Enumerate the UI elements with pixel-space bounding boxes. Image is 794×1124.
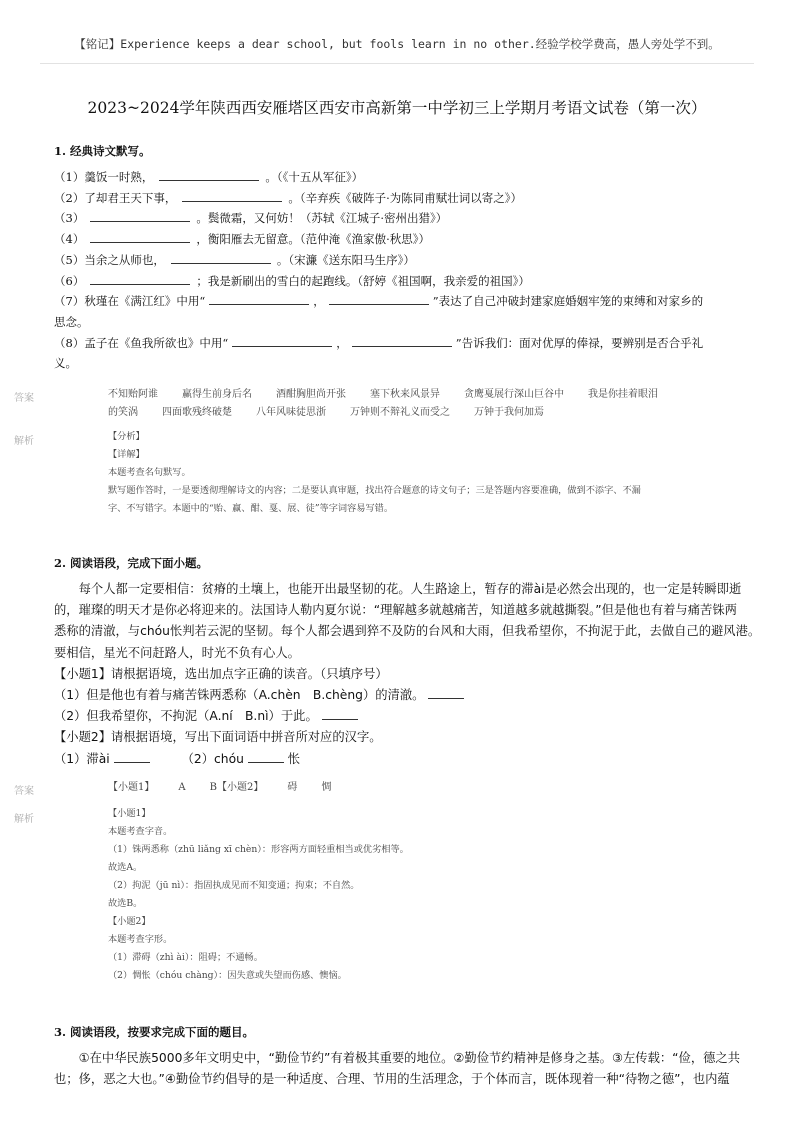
q1-line-6: （6） ；我是新刷出的雪白的起跑线。（舒婷《祖国啊，我亲爱的祖国》） bbox=[54, 273, 530, 288]
answer-item: 四面歌残终破楚 bbox=[162, 407, 232, 418]
answer-item: 碍 bbox=[287, 782, 298, 793]
q1-line-8: （8）孟子在《鱼我所欲也》中用“ ， ”告诉我们：面对优厚的俸禄，要辨别是否合乎礼 bbox=[54, 335, 704, 350]
q2-answers bbox=[108, 779, 758, 797]
subquestion-1b: （2）但我希望你，不拘泥（A.ní B.nì）于此。 bbox=[54, 706, 744, 727]
question-1-title: 1. 经典诗文默写。 bbox=[54, 144, 151, 158]
passage-line: 要相信，星光不问赶路人，时光不负有心人。 bbox=[54, 645, 300, 660]
passage-line: 悉称的清澈，与chóu怅判若云泥的坚韧。每个人都会遇到猝不及防的台风和大雨，但我希望你，不拘泥于此，去做自己的避风港。 bbox=[54, 624, 761, 639]
analysis-line: 故选A。 bbox=[108, 862, 143, 873]
question-2-title: 2. 阅读语段，完成下面小题。 bbox=[54, 556, 209, 570]
answer-blank[interactable] bbox=[90, 209, 190, 222]
answer-item: 万钟于我何加焉 bbox=[474, 407, 544, 418]
page-title: 2023~2024学年陕西西安雁塔区西安市高新第一中学初三上学期月考语文试卷（第一次） bbox=[87, 99, 707, 117]
passage-line: 也；侈，恶之大也。”④勤俭节约倡导的是一种适度、合理、节用的生活理念，于个体而言，既体现着一种“待物之德”，也内蕴 bbox=[54, 1072, 730, 1087]
answer-blank[interactable] bbox=[171, 251, 271, 264]
q1-answers bbox=[55, 386, 705, 422]
passage-line: ①在中华民族5000多年文明史中，“勤俭节约”有着极其重要的地位。②勤俭节约精神是修身之基。③左传载：“俭，德之共 bbox=[54, 1051, 741, 1065]
subquestion-1-prompt: 【小题1】请根据语境，选出加点字正确的读音。（只填序号） bbox=[54, 666, 388, 681]
answer-blank[interactable] bbox=[90, 230, 190, 243]
answer-item: 的笑涡 bbox=[108, 407, 138, 418]
q1-line-8-cont: 义。 bbox=[54, 356, 77, 371]
q1-line-2: （2）了却君王天下事， 。（辛弃疾《破阵子·为陈同甫赋壮词以寄之》） bbox=[54, 190, 522, 205]
analysis-label: 解析 bbox=[14, 436, 34, 447]
answer-item: B【小题2】 bbox=[209, 782, 264, 793]
q1-line-4: （4） ，衡阳雁去无留意。（范仲淹《渔家傲·秋思》） bbox=[54, 232, 430, 247]
q1-line-7: （7）秋瑾在《满江红》中用“ ， ”表达了自己冲破封建家庭婚姻牢笼的束缚和对家乡的 bbox=[54, 294, 704, 309]
q2-passage bbox=[54, 579, 761, 770]
q3-passage bbox=[54, 1048, 744, 1090]
analysis-line: （2）惆怅（chóu chàng）：因失意或失望而伤感、懊恼。 bbox=[108, 970, 347, 981]
answer-item: 我是你挂着眼泪 bbox=[588, 389, 658, 400]
question-3 bbox=[54, 1024, 744, 1090]
answer-blank[interactable] bbox=[90, 272, 190, 285]
answer-blank[interactable] bbox=[329, 292, 429, 305]
analysis-line: 默写题作答时，一是要透彻理解诗文的内容；二是要认真审题，找出符合题意的诗文句子；三是答题内容要准确，做到不添字、不漏 bbox=[108, 485, 641, 496]
answer-item: 酒酣胸胆尚开张 bbox=[276, 389, 346, 400]
answer-item: 【小题1】 bbox=[108, 782, 155, 793]
answer-label: 答案 bbox=[14, 393, 34, 404]
answer-item: 塞下秋来风景异 bbox=[370, 389, 440, 400]
answer-blank[interactable] bbox=[428, 686, 464, 699]
answer-item: 万钟则不辩礼义而受之 bbox=[350, 407, 450, 418]
answer-blank[interactable] bbox=[114, 750, 150, 763]
answer-blank[interactable] bbox=[182, 189, 282, 202]
answer-item: 八年风味徒思浙 bbox=[256, 407, 326, 418]
analysis-line: 【小题2】 bbox=[108, 916, 151, 927]
q1-line-7-cont: 思念。 bbox=[54, 314, 89, 329]
answer-blank[interactable] bbox=[352, 334, 452, 347]
answer-blank[interactable] bbox=[159, 168, 259, 181]
answer-item: 贪鹰戛展行深山巨谷中 bbox=[464, 389, 564, 400]
analysis-line: （1）铢两悉称（zhū liǎng xī chèn）：形容两方面轻重相当或优劣相等。 bbox=[108, 844, 409, 855]
answer-blank[interactable] bbox=[322, 707, 358, 720]
analysis-line: 【小题1】 bbox=[108, 808, 151, 819]
q2-analysis bbox=[108, 805, 758, 985]
analysis-line: 字、不写错字。本题中的“贻、赢、酣、戛、展、徒”等字词容易写错。 bbox=[108, 503, 394, 514]
subquestion-2-items: （1）滞ài （2）chóu 怅 bbox=[54, 751, 301, 766]
answer-item: 赢得生前身后名 bbox=[182, 389, 252, 400]
header-motto: 【铭记】Experience keeps a dear school, but fools learn in no other.经验学校学费高，愚人旁处学不到。 bbox=[74, 37, 720, 51]
analysis-line: 【分析】 bbox=[108, 431, 145, 442]
answer-blank[interactable] bbox=[248, 750, 284, 763]
passage-line: 的，璀璨的明天才是你必将迎来的。法国诗人勒内夏尔说：“理解越多就越痛苦，知道越多就越撕裂。”但是他也有着与痛苦铢两 bbox=[54, 603, 737, 618]
analysis-line: 本题考查名句默写。 bbox=[108, 467, 191, 478]
analysis-line: 故选B。 bbox=[108, 898, 143, 909]
q1-line-1: （1）羹饭一时熟， 。（《十五从军征》） bbox=[54, 170, 364, 184]
analysis-line: （2）拘泥（jū nì）：指固执成见而不知变通；拘束；不自然。 bbox=[108, 880, 360, 891]
analysis-line: （1）滞碍（zhì ài）：阻碍；不通畅。 bbox=[108, 952, 263, 963]
question-1 bbox=[54, 143, 744, 374]
answer-item: A bbox=[178, 782, 186, 793]
answer-item: 惆 bbox=[321, 782, 332, 793]
question-2 bbox=[54, 555, 761, 770]
answer-blank[interactable] bbox=[209, 292, 309, 305]
answer-item: 不知贻阿谁 bbox=[108, 389, 158, 400]
analysis-line: 本题考查字形。 bbox=[108, 934, 173, 945]
header-divider bbox=[40, 63, 754, 64]
analysis-label: 解析 bbox=[14, 814, 34, 825]
analysis-line: 【详解】 bbox=[108, 449, 145, 460]
q1-line-5: （5）当余之从师也， 。（宋濂《送东阳马生序》） bbox=[54, 252, 415, 267]
subquestion-2-prompt: 【小题2】请根据语境，写出下面词语中拼音所对应的汉字。 bbox=[54, 730, 382, 745]
question-3-title: 3. 阅读语段，按要求完成下面的题目。 bbox=[54, 1025, 255, 1039]
analysis-line: 本题考查字音。 bbox=[108, 826, 173, 837]
passage-line: 每个人都一定要相信：贫瘠的土壤上，也能开出最坚韧的花。人生路途上，暂存的滞ài是必然会出现的，也一定是转瞬即逝 bbox=[54, 582, 742, 596]
q1-line-3: （3） 。鬓微霜，又何妨！（苏轼《江城子·密州出猎》） bbox=[54, 211, 448, 226]
answer-blank[interactable] bbox=[232, 334, 332, 347]
subquestion-1a: （1）但是他也有着与痛苦铢两悉称（A.chèn B.chèng）的清澈。 bbox=[54, 685, 744, 706]
q1-analysis bbox=[108, 428, 758, 518]
answer-label: 答案 bbox=[14, 786, 34, 797]
